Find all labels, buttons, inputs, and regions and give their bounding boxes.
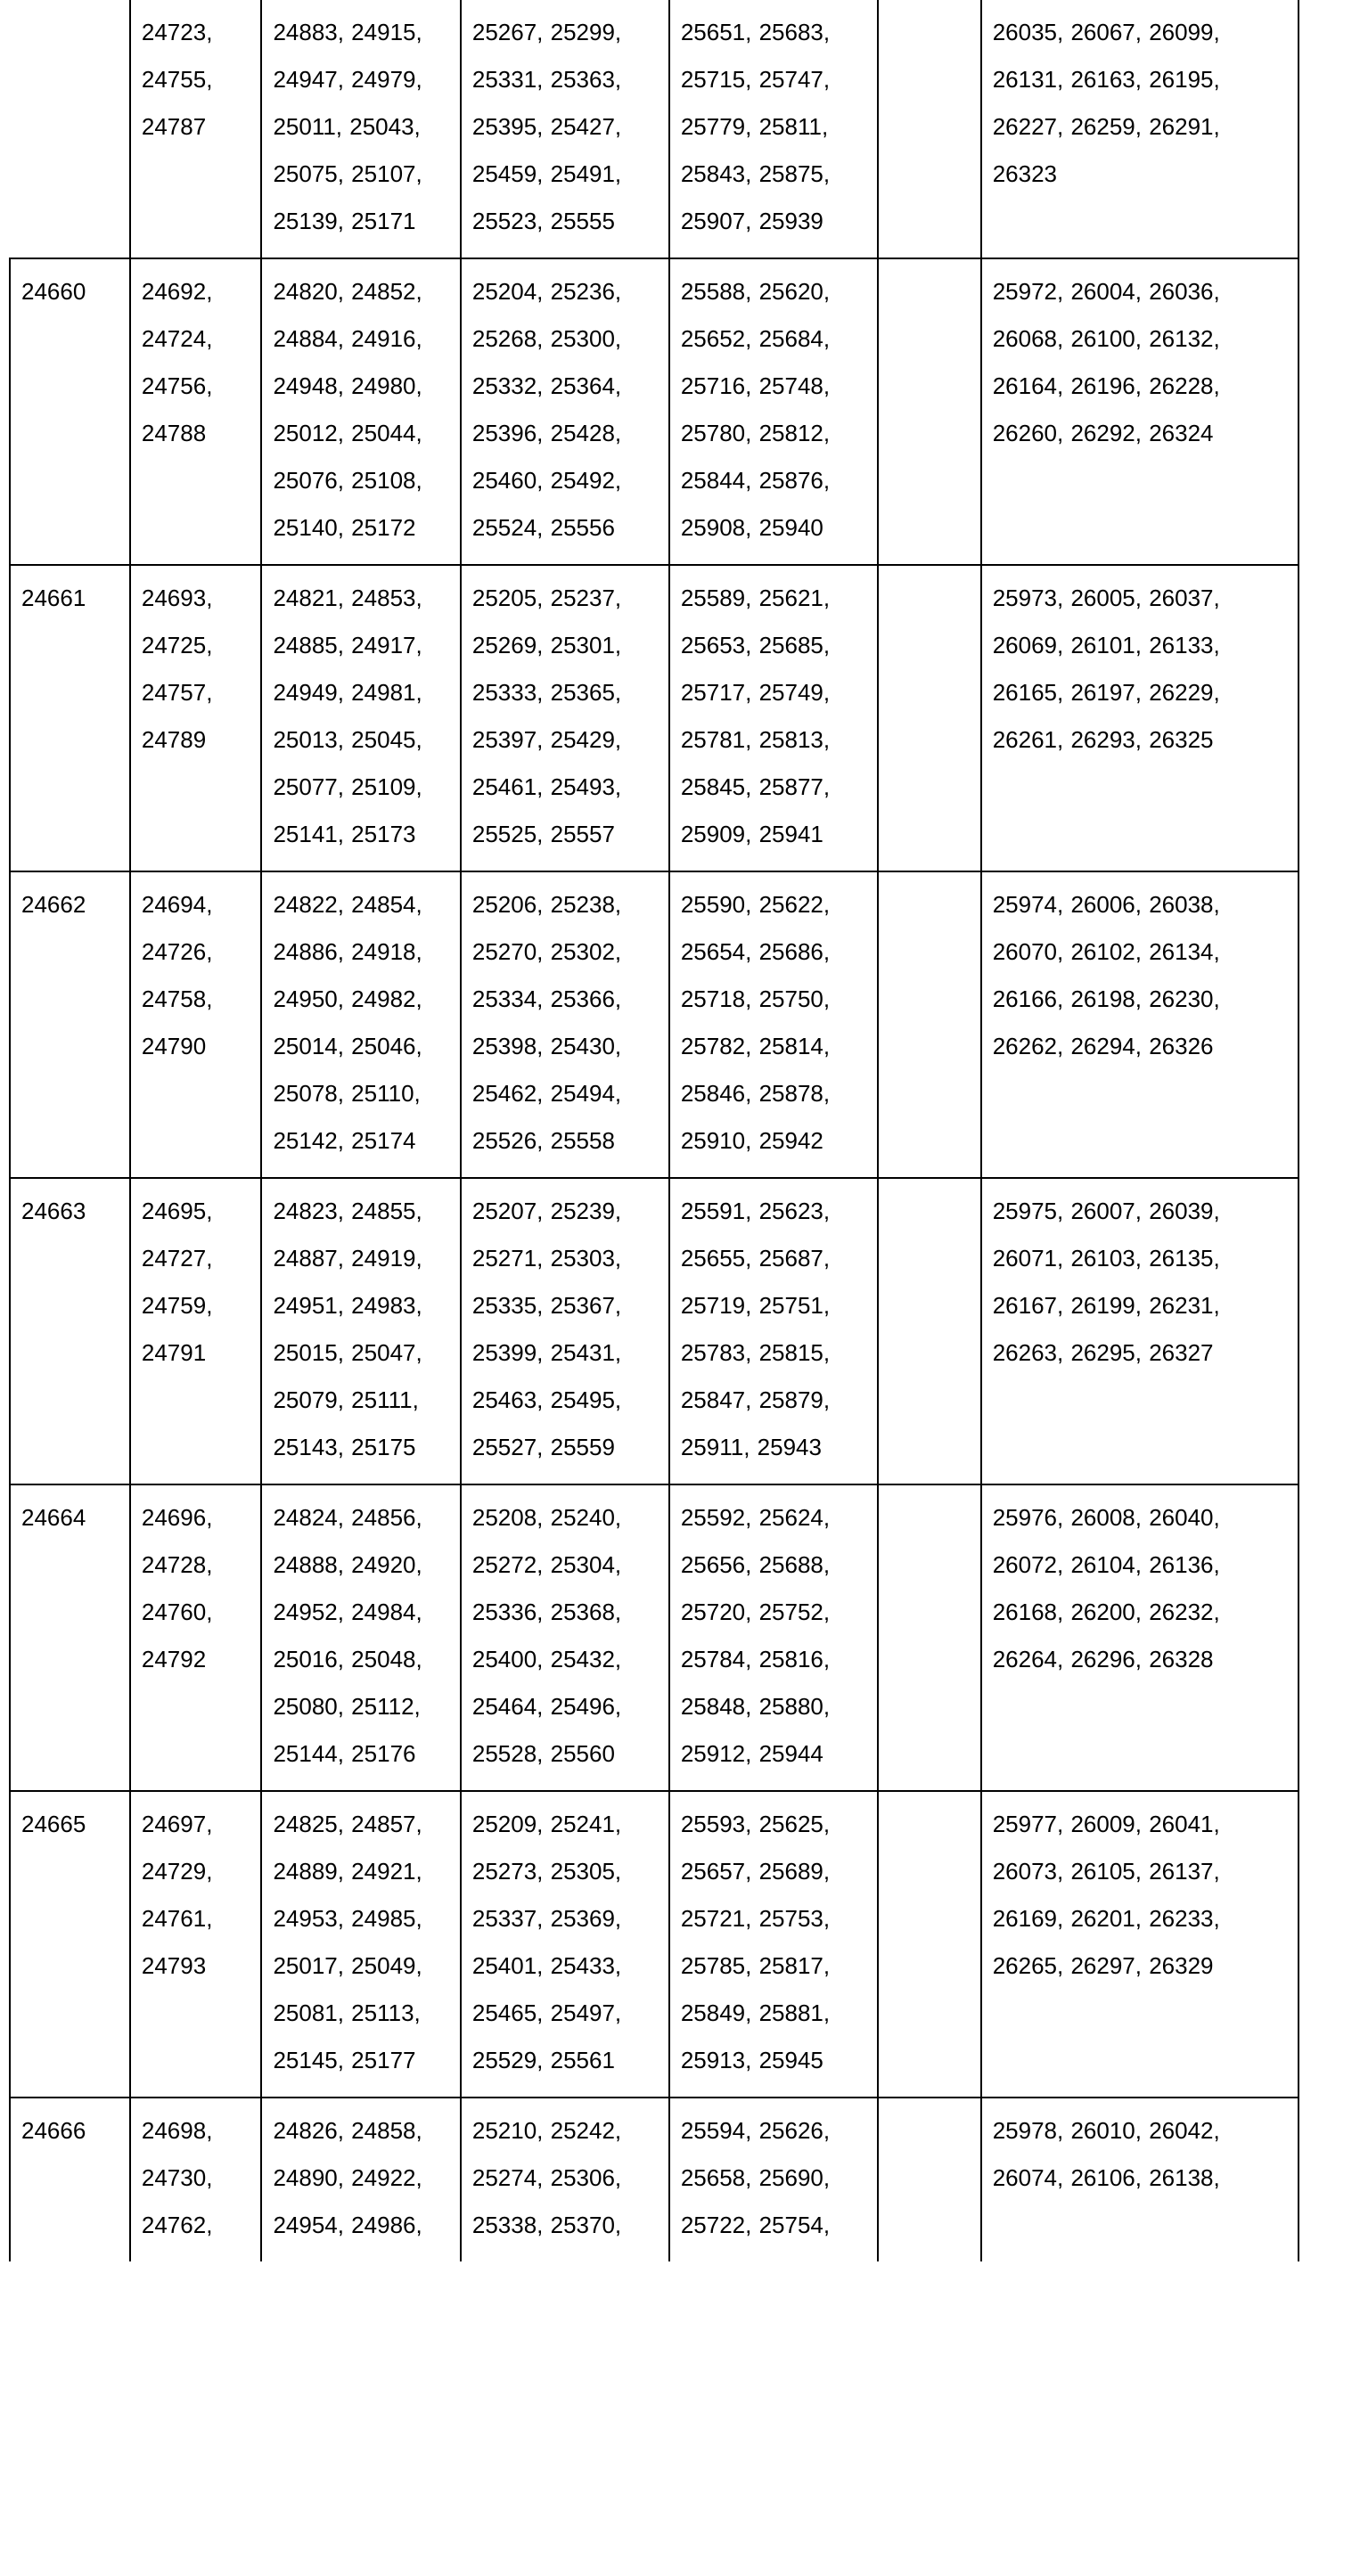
row-cell-3: 25205, 25237, 25269, 25301, 25333, 25365, 25397, 25429, 25461, 25493, 25525, 25557 (461, 565, 669, 871)
row-cell-3: 25209, 25241, 25273, 25305, 25337, 25369, 25401, 25433, 25465, 25497, 25529, 25561 (461, 1791, 669, 2098)
table-row (10, 0, 1299, 258)
row-cell-5 (878, 565, 981, 871)
row-cell-2: 24824, 24856, 24888, 24920, 24952, 24984, 25016, 25048, 25080, 25112, 25144, 25176 (261, 1484, 460, 1791)
row-id-cell: 24662 (10, 871, 130, 1178)
row-cell-2: 24823, 24855, 24887, 24919, 24951, 24983, 25015, 25047, 25079, 25111, 25143, 25175 (261, 1178, 460, 1484)
row-cell-4: 25592, 25624, 25656, 25688, 25720, 25752, 25784, 25816, 25848, 25880, 25912, 25944 (669, 1484, 878, 1791)
row-id-cell: 24661 (10, 565, 130, 871)
row-cell-4: 25651, 25683, 25715, 25747, 25779, 25811, 25843, 25875, 25907, 25939 (669, 0, 878, 258)
row-cell-6: 25977, 26009, 26041, 26073, 26105, 26137, 26169, 26201, 26233, 26265, 26297, 26329 (981, 1791, 1299, 2098)
row-cell-3: 25204, 25236, 25268, 25300, 25332, 25364, 25396, 25428, 25460, 25492, 25524, 25556 (461, 258, 669, 565)
row-id-cell: 24660 (10, 258, 130, 565)
row-cell-5 (878, 2098, 981, 2261)
row-cell-4: 25591, 25623, 25655, 25687, 25719, 25751, 25783, 25815, 25847, 25879, 25911, 25943 (669, 1178, 878, 1484)
table-row (10, 258, 1299, 565)
row-cell-2: 24820, 24852, 24884, 24916, 24948, 24980, 25012, 25044, 25076, 25108, 25140, 25172 (261, 258, 460, 565)
row-cell-3: 25207, 25239, 25271, 25303, 25335, 25367, 25399, 25431, 25463, 25495, 25527, 25559 (461, 1178, 669, 1484)
row-cell-1: 24696, 24728, 24760, 24792 (130, 1484, 262, 1791)
table-row (10, 871, 1299, 1178)
row-cell-1: 24692, 24724, 24756, 24788 (130, 258, 262, 565)
row-cell-6: 25972, 26004, 26036, 26068, 26100, 26132, 26164, 26196, 26228, 26260, 26292, 26324 (981, 258, 1299, 565)
row-id-cell (10, 0, 130, 258)
row-cell-1: 24697, 24729, 24761, 24793 (130, 1791, 262, 2098)
row-cell-2: 24822, 24854, 24886, 24918, 24950, 24982, 25014, 25046, 25078, 25110, 25142, 25174 (261, 871, 460, 1178)
row-cell-6: 25976, 26008, 26040, 26072, 26104, 26136, 26168, 26200, 26232, 26264, 26296, 26328 (981, 1484, 1299, 1791)
row-cell-2: 24821, 24853, 24885, 24917, 24949, 24981, 25013, 25045, 25077, 25109, 25141, 25173 (261, 565, 460, 871)
row-cell-5 (878, 1178, 981, 1484)
row-cell-5 (878, 871, 981, 1178)
table-row (10, 565, 1299, 871)
row-cell-4: 25588, 25620, 25652, 25684, 25716, 25748, 25780, 25812, 25844, 25876, 25908, 25940 (669, 258, 878, 565)
row-id-cell: 24664 (10, 1484, 130, 1791)
row-cell-5 (878, 1484, 981, 1791)
row-cell-6: 25975, 26007, 26039, 26071, 26103, 26135, 26167, 26199, 26231, 26263, 26295, 26327 (981, 1178, 1299, 1484)
table-row (10, 2098, 1299, 2261)
row-cell-1: 24698, 24730, 24762, (130, 2098, 262, 2261)
row-id-cell: 24666 (10, 2098, 130, 2261)
row-cell-4: 25590, 25622, 25654, 25686, 25718, 25750, 25782, 25814, 25846, 25878, 25910, 25942 (669, 871, 878, 1178)
table-row (10, 1791, 1299, 2098)
row-cell-3: 25206, 25238, 25270, 25302, 25334, 25366, 25398, 25430, 25462, 25494, 25526, 25558 (461, 871, 669, 1178)
number-reference-table (9, 0, 1299, 2261)
row-cell-1: 24723, 24755, 24787 (130, 0, 262, 258)
row-cell-3: 25210, 25242, 25274, 25306, 25338, 25370, (461, 2098, 669, 2261)
row-cell-6: 25978, 26010, 26042, 26074, 26106, 26138, (981, 2098, 1299, 2261)
row-cell-5 (878, 0, 981, 258)
row-cell-1: 24695, 24727, 24759, 24791 (130, 1178, 262, 1484)
row-id-cell: 24663 (10, 1178, 130, 1484)
row-cell-6: 25973, 26005, 26037, 26069, 26101, 26133, 26165, 26197, 26229, 26261, 26293, 26325 (981, 565, 1299, 871)
row-cell-6: 25974, 26006, 26038, 26070, 26102, 26134, 26166, 26198, 26230, 26262, 26294, 26326 (981, 871, 1299, 1178)
row-cell-4: 25593, 25625, 25657, 25689, 25721, 25753, 25785, 25817, 25849, 25881, 25913, 25945 (669, 1791, 878, 2098)
row-cell-5 (878, 258, 981, 565)
table-row (10, 1178, 1299, 1484)
row-cell-6: 26035, 26067, 26099, 26131, 26163, 26195, 26227, 26259, 26291, 26323 (981, 0, 1299, 258)
row-id-cell: 24665 (10, 1791, 130, 2098)
row-cell-3: 25208, 25240, 25272, 25304, 25336, 25368, 25400, 25432, 25464, 25496, 25528, 25560 (461, 1484, 669, 1791)
row-cell-1: 24693, 24725, 24757, 24789 (130, 565, 262, 871)
table-body (10, 0, 1299, 2261)
row-cell-2: 24826, 24858, 24890, 24922, 24954, 24986, (261, 2098, 460, 2261)
row-cell-3: 25267, 25299, 25331, 25363, 25395, 25427, 25459, 25491, 25523, 25555 (461, 0, 669, 258)
row-cell-2: 24883, 24915, 24947, 24979, 25011, 25043, 25075, 25107, 25139, 25171 (261, 0, 460, 258)
row-cell-5 (878, 1791, 981, 2098)
row-cell-4: 25589, 25621, 25653, 25685, 25717, 25749, 25781, 25813, 25845, 25877, 25909, 25941 (669, 565, 878, 871)
table-row (10, 1484, 1299, 1791)
row-cell-2: 24825, 24857, 24889, 24921, 24953, 24985, 25017, 25049, 25081, 25113, 25145, 25177 (261, 1791, 460, 2098)
row-cell-1: 24694, 24726, 24758, 24790 (130, 871, 262, 1178)
row-cell-4: 25594, 25626, 25658, 25690, 25722, 25754, (669, 2098, 878, 2261)
